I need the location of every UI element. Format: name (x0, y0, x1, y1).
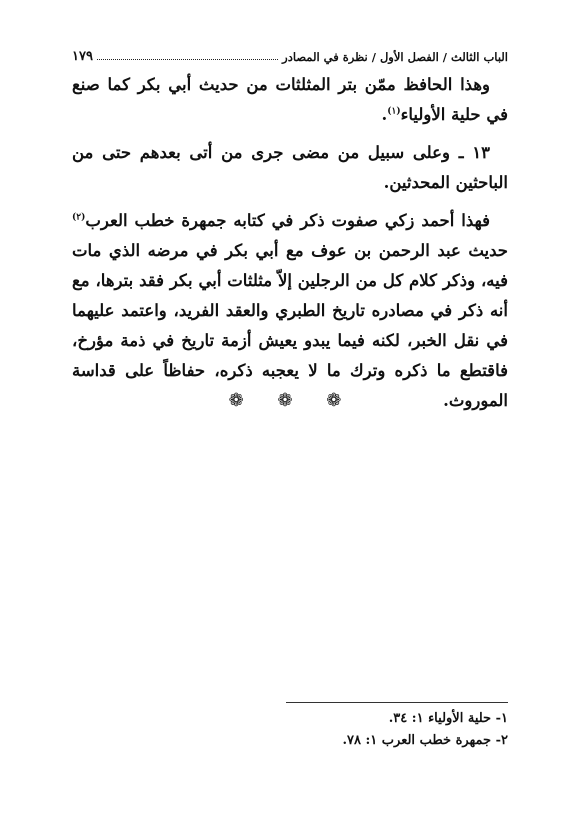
flower-ornament-icon: ❁ (277, 390, 303, 411)
footnote-separator (286, 702, 508, 703)
running-header (72, 44, 508, 64)
paragraph-3 (72, 206, 508, 416)
flower-ornament-icon: ❁ (326, 390, 352, 411)
footnotes (72, 708, 508, 752)
section-divider-ornament (0, 390, 580, 411)
footnote-1: ١- حلية الأولياء ١: ٣٤. (388, 711, 508, 726)
paragraph-1-end: . (381, 105, 388, 124)
footnote-ref-1: (١) (387, 106, 401, 117)
paragraph-2: ١٣ ـ وعلى سبيل من مضى جرى من أتى بعدهم حتى من الباحثين المحدثين. (72, 143, 508, 192)
paragraph-3-start: فهذا أحمد زكي صفوت ذكر في كتابه جمهرة خطب العرب (85, 211, 490, 230)
page-number: ١٧٩ (72, 49, 93, 64)
paragraph-1-text: وهذا الحافظ ممّن بتر المثلثات من حديث أبي بكر كما صنع في حلية الأولياء (72, 75, 508, 124)
flower-ornament-icon: ❁ (228, 390, 254, 411)
running-header-title: الباب الثالث / الفصل الأول / نظرة في المصادر (282, 50, 508, 64)
footnote-ref-2: (٢) (72, 212, 86, 223)
main-text (72, 70, 508, 424)
footnote-2: ٢- جمهرة خطب العرب ١: ٧٨. (342, 733, 508, 748)
running-header-dotted-leader (97, 59, 278, 60)
paragraph-3-rest: حديث عبد الرحمن بن عوف مع أبي بكر في مرضه الذي مات فيه، وذكر كلام كل من الرجلين إلاّ مثلثات أبي بكر فقد بترها، مع أنه ذكر في مصادره تاريخ الطبري والعقد الفريد، واعتمد عليهما في نقل الخبر، لكنه فيما يبدو يعيش أزمة تاريخ في ذمة مؤرخ، فاقتطع ما ذكره وترك ما لا يعجبه ذكره، حفاظاً على قداسة الموروث. (72, 241, 508, 410)
paragraph-1 (72, 70, 508, 130)
